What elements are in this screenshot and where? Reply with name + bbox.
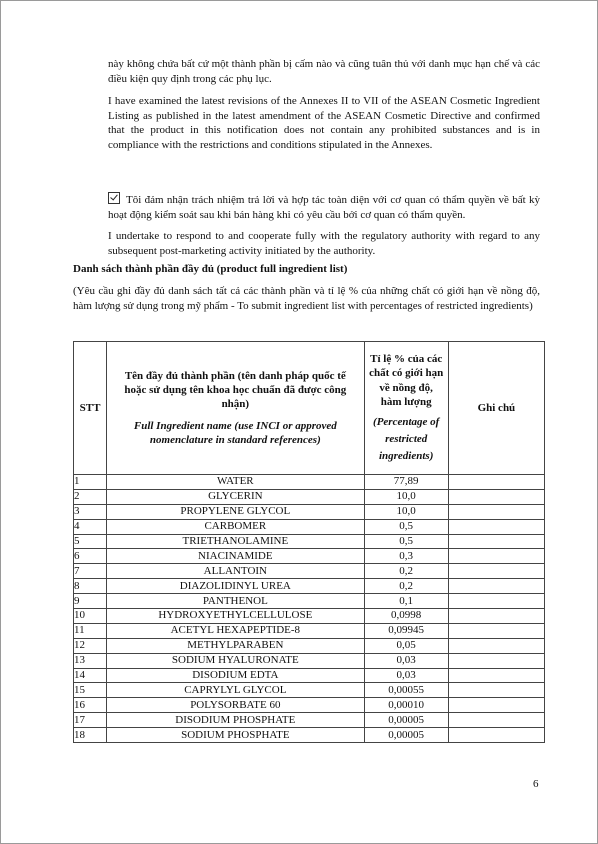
table-row bbox=[74, 609, 545, 624]
row-note-cell bbox=[448, 594, 544, 609]
row-percentage-cell: 0,0998 bbox=[364, 609, 448, 624]
row-percentage-cell: 0,09945 bbox=[364, 623, 448, 638]
vn-undertake-paragraph bbox=[108, 191, 540, 222]
row-ingredient-cell: CAPRYLYL GLYCOL bbox=[107, 683, 365, 698]
row-ingredient-cell: DIAZOLIDINYL UREA bbox=[107, 579, 365, 594]
row-stt-cell: 2 bbox=[74, 489, 107, 504]
row-stt-cell: 12 bbox=[74, 638, 107, 653]
row-stt-cell: 1 bbox=[74, 475, 107, 490]
header-name-en: Full Ingredient name (use INCI or approved nomenclature in standard references) bbox=[133, 420, 337, 446]
en-compliance-paragraph: I have examined the latest revisions of the Annexes II to VII of the ASEAN Cosmetic Ingredient Listing as published in the latest amendment of the ASEAN Cosmetic Directive and confirmed that the product in this notification does not contain any prohibited substances and is in compliance with the restrictions and conditions stipulated in the Annexes. bbox=[108, 95, 540, 151]
row-note-cell bbox=[448, 504, 544, 519]
row-stt-cell: 4 bbox=[74, 519, 107, 534]
table-row bbox=[74, 489, 545, 504]
row-percentage-cell: 0,5 bbox=[364, 519, 448, 534]
row-note-cell bbox=[448, 579, 544, 594]
header-stt: STT bbox=[74, 342, 107, 475]
row-stt-cell: 9 bbox=[74, 594, 107, 609]
header-pct-vn: Tỉ lệ % của các chất có giới hạn về nồng độ, hàm lượng bbox=[369, 352, 444, 408]
row-stt-cell: 10 bbox=[74, 609, 107, 624]
header-percentage bbox=[364, 342, 448, 475]
row-ingredient-cell: ALLANTOIN bbox=[107, 564, 365, 579]
table-body bbox=[74, 475, 545, 743]
row-percentage-cell: 0,00055 bbox=[364, 683, 448, 698]
ingredient-table bbox=[73, 341, 545, 743]
row-stt-cell: 6 bbox=[74, 549, 107, 564]
row-note-cell bbox=[448, 653, 544, 668]
row-ingredient-cell: CARBOMER bbox=[107, 519, 365, 534]
row-note-cell bbox=[448, 549, 544, 564]
header-ingredient-name bbox=[107, 342, 365, 475]
header-pct-en: (Percentage of restricted ingredients) bbox=[373, 415, 440, 462]
row-ingredient-cell: PANTHENOL bbox=[107, 594, 365, 609]
table-row bbox=[74, 564, 545, 579]
row-stt-cell: 8 bbox=[74, 579, 107, 594]
table-row bbox=[74, 534, 545, 549]
table-row bbox=[74, 728, 545, 743]
table-row bbox=[74, 549, 545, 564]
row-stt-cell: 5 bbox=[74, 534, 107, 549]
row-note-cell bbox=[448, 489, 544, 504]
row-stt-cell: 13 bbox=[74, 653, 107, 668]
row-ingredient-cell: METHYLPARABEN bbox=[107, 638, 365, 653]
table-row bbox=[74, 623, 545, 638]
header-name-vn: Tên đầy đủ thành phần (tên danh pháp quốc tế hoặc sử dụng tên khoa học chuẩn đã được công nhận) bbox=[124, 370, 347, 410]
row-note-cell bbox=[448, 728, 544, 743]
row-stt-cell: 7 bbox=[74, 564, 107, 579]
page-number: 6 bbox=[533, 778, 539, 790]
row-note-cell bbox=[448, 534, 544, 549]
row-ingredient-cell: SODIUM PHOSPHATE bbox=[107, 728, 365, 743]
row-note-cell bbox=[448, 475, 544, 490]
table-row bbox=[74, 519, 545, 534]
row-ingredient-cell: DISODIUM EDTA bbox=[107, 668, 365, 683]
en-undertake-paragraph: I undertake to respond to and cooperate fully with the regulatory authority with regard to any subsequent post-marketing activity initiated by the authority. bbox=[108, 230, 540, 257]
checked-checkbox-icon[interactable] bbox=[108, 192, 120, 204]
table-row bbox=[74, 653, 545, 668]
row-percentage-cell: 0,2 bbox=[364, 579, 448, 594]
row-note-cell bbox=[448, 683, 544, 698]
row-note-cell bbox=[448, 698, 544, 713]
row-stt-cell: 17 bbox=[74, 713, 107, 728]
row-percentage-cell: 0,1 bbox=[364, 594, 448, 609]
table-row bbox=[74, 668, 545, 683]
row-stt-cell: 18 bbox=[74, 728, 107, 743]
table-row bbox=[74, 683, 545, 698]
table-row bbox=[74, 594, 545, 609]
row-percentage-cell: 0,5 bbox=[364, 534, 448, 549]
row-ingredient-cell: POLYSORBATE 60 bbox=[107, 698, 365, 713]
table-row bbox=[74, 504, 545, 519]
row-ingredient-cell: DISODIUM PHOSPHATE bbox=[107, 713, 365, 728]
row-note-cell bbox=[448, 564, 544, 579]
row-percentage-cell: 0,03 bbox=[364, 653, 448, 668]
row-note-cell bbox=[448, 623, 544, 638]
row-percentage-cell: 0,2 bbox=[364, 564, 448, 579]
row-stt-cell: 11 bbox=[74, 623, 107, 638]
row-stt-cell: 16 bbox=[74, 698, 107, 713]
row-ingredient-cell: ACETYL HEXAPEPTIDE-8 bbox=[107, 623, 365, 638]
row-percentage-cell: 10,0 bbox=[364, 504, 448, 519]
table-header-row bbox=[74, 342, 545, 475]
row-stt-cell: 3 bbox=[74, 504, 107, 519]
row-percentage-cell: 10,0 bbox=[364, 489, 448, 504]
header-note: Ghi chú bbox=[448, 342, 544, 475]
row-ingredient-cell: GLYCERIN bbox=[107, 489, 365, 504]
row-note-cell bbox=[448, 668, 544, 683]
row-note-cell bbox=[448, 609, 544, 624]
row-percentage-cell: 77,89 bbox=[364, 475, 448, 490]
table-row bbox=[74, 713, 545, 728]
row-percentage-cell: 0,00005 bbox=[364, 713, 448, 728]
row-stt-cell: 15 bbox=[74, 683, 107, 698]
table-row bbox=[74, 698, 545, 713]
row-ingredient-cell: TRIETHANOLAMINE bbox=[107, 534, 365, 549]
row-note-cell bbox=[448, 713, 544, 728]
table-row bbox=[74, 579, 545, 594]
ingredient-instruction: (Yêu cầu ghi đầy đủ danh sách tất cả các thành phần và tỉ lệ % của những chất có giới hạn về nồng độ, hàm lượng sử dụng trong mỹ phẩm - To submit ingredient list with percentages of restricted ingredients) bbox=[73, 285, 540, 312]
row-note-cell bbox=[448, 638, 544, 653]
row-percentage-cell: 0,05 bbox=[364, 638, 448, 653]
table-row bbox=[74, 475, 545, 490]
row-ingredient-cell: PROPYLENE GLYCOL bbox=[107, 504, 365, 519]
row-ingredient-cell: HYDROXYETHYLCELLULOSE bbox=[107, 609, 365, 624]
row-note-cell bbox=[448, 519, 544, 534]
row-stt-cell: 14 bbox=[74, 668, 107, 683]
table-row bbox=[74, 638, 545, 653]
vn-undertake-text: Tôi đảm nhận trách nhiệm trả lời và hợp tác toàn diện với cơ quan có thẩm quyền về bất kỳ hoạt động kiểm soát sau khi bán hàng khi có yêu cầu bởi cơ quan có thẩm quyền. bbox=[108, 194, 540, 221]
row-percentage-cell: 0,00005 bbox=[364, 728, 448, 743]
row-percentage-cell: 0,3 bbox=[364, 549, 448, 564]
row-ingredient-cell: NIACINAMIDE bbox=[107, 549, 365, 564]
row-percentage-cell: 0,03 bbox=[364, 668, 448, 683]
vn-compliance-paragraph: này không chứa bất cứ một thành phần bị cấm nào và cũng tuân thủ với danh mục hạn chế và các điều kiện quy định trong các phụ lục. bbox=[108, 58, 540, 85]
row-ingredient-cell: SODIUM HYALURONATE bbox=[107, 653, 365, 668]
row-percentage-cell: 0,00010 bbox=[364, 698, 448, 713]
section-heading: Danh sách thành phần đầy đủ (product full ingredient list) bbox=[73, 263, 348, 275]
row-ingredient-cell: WATER bbox=[107, 475, 365, 490]
